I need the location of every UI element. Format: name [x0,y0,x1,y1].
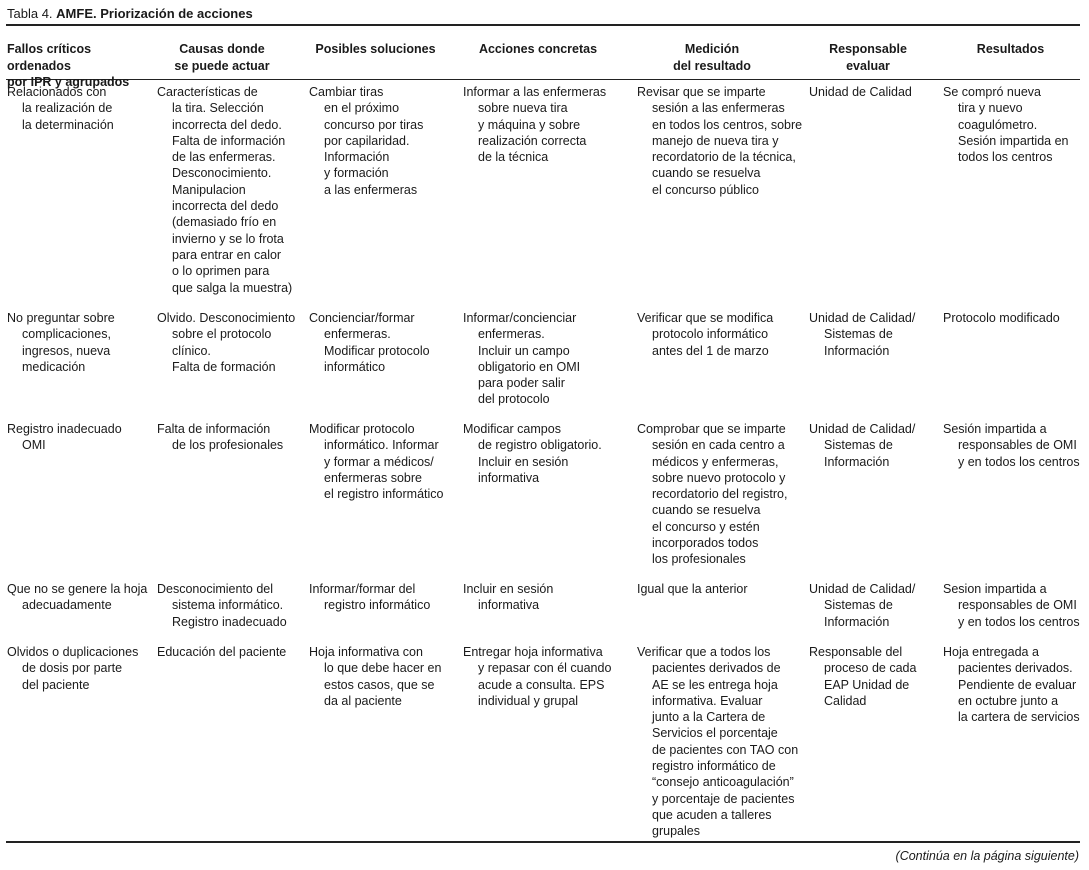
column-header [943,41,1078,58]
cell-line: recordatorio de la técnica, [652,150,796,165]
table-cell [637,84,802,198]
cell-line: Información [824,343,890,358]
cell-line: (demasiado frío en [172,215,277,230]
cell-line: Verificar que a todos los [637,645,771,659]
table-cell [157,581,287,630]
table-cell [157,644,286,660]
cell-line: en todos los centros, sobre [652,117,803,132]
table-cell [463,644,611,709]
cell-line: Hoja informativa con [309,645,423,659]
cell-line: Sesion impartida a [943,582,1047,596]
cell-line: incorrecta del dedo [172,199,279,214]
cell-line: incorporados todos [652,536,759,551]
cell-line: Que no se genere la hoja [7,582,148,596]
cell-line: sobre el protocolo [172,327,272,342]
cell-line: Servicios el porcentaje [652,726,778,741]
table-cell [809,421,915,470]
cell-line: obligatorio en OMI [478,359,581,374]
table-cell [943,644,1080,725]
table-cell [943,310,1060,326]
table-cell [943,421,1080,470]
cell-line: Hoja entregada a [943,645,1039,659]
cell-line: Igual que la anterior [637,582,748,596]
cell-line: Manipulacion [172,182,246,197]
table-cell [309,581,430,614]
table-cell [157,84,292,296]
cell-line: Relacionados con [7,85,107,99]
cell-line: individual y grupal [478,693,579,708]
cell-line: Informar/formar del [309,582,416,596]
table-number: Tabla 4. [7,6,53,21]
cell-line: Cambiar tiras [309,85,384,99]
cell-line: y en todos los centros [958,454,1080,469]
cell-line: enfermeras. [324,327,391,342]
cell-line: Concienciar/formar [309,311,415,325]
cell-line: Verificar que se modifica [637,311,774,325]
cell-line: informático. Informar [324,438,439,453]
cell-line: Desconocimiento del [157,582,274,596]
cell-line: y máquina y sobre [478,117,581,132]
cell-line: grupales [652,824,700,839]
column-header-line: Fallos críticos ordenados [7,42,92,73]
cell-line: en octubre junto a [958,693,1059,708]
cell-line: Revisar que se imparte [637,85,766,99]
cell-line: Informar/concienciar [463,311,577,325]
cell-line: registro informático de [652,759,776,774]
cell-line: sobre nueva tira [478,101,568,116]
cell-line: informático [324,359,386,374]
cell-line: antes del 1 de marzo [652,343,769,358]
cell-line: manejo de nueva tira y [652,133,779,148]
cell-line: lo que debe hacer en [324,661,442,676]
table-cell [637,581,748,597]
cell-line: concurso por tiras [324,117,424,132]
cell-line: el concurso y estén [652,519,760,534]
cell-line: Incluir un campo [478,343,570,358]
cell-line: Protocolo modificado [943,311,1060,325]
cell-line: sesión en cada centro a [652,438,785,453]
cell-line: ingresos, nueva [22,343,111,358]
cell-line: los profesionales [652,552,746,567]
cell-line: pacientes derivados. [958,661,1073,676]
table-cell [157,421,283,454]
cell-line: y en todos los centros [958,614,1080,629]
table-cell [309,84,423,198]
column-header-line: Posibles soluciones [315,42,436,56]
cell-line: junto a la Cartera de [652,710,766,725]
cell-line: para poder salir [478,376,565,391]
table-caption [7,6,253,22]
cell-line: pacientes derivados de [652,661,781,676]
table-title: AMFE. Priorización de acciones [56,6,253,21]
cell-line: Información [824,454,890,469]
cell-line: Falta de información [172,133,286,148]
column-header [309,41,442,58]
column-header-line: Causas donde [179,42,265,56]
cell-line: enfermeras. [478,327,545,342]
cell-line: la tira. Selección [172,101,264,116]
table-cell [309,310,430,375]
cell-line: Unidad de Calidad/ [809,582,916,596]
cell-line: cuando se resuelva [652,503,761,518]
cell-line: Modificar protocolo [324,343,430,358]
cell-line: Comprobar que se imparte [637,422,786,436]
cell-line: Entregar hoja informativa [463,645,603,659]
cell-line: Calidad [824,693,867,708]
cell-line: la realización de [22,101,113,116]
cell-line: informativa. Evaluar [652,693,763,708]
cell-line: enfermeras sobre [324,470,422,485]
cell-line: responsables de OMI [958,438,1077,453]
cell-line: Falta de formación [172,359,276,374]
table-cell [637,310,773,359]
table-cell [7,310,115,375]
table-cell [809,644,916,709]
cell-line: tira y nuevo [958,101,1023,116]
table-bottom-rule [6,841,1080,843]
cell-line: Unidad de Calidad/ [809,422,916,436]
column-header [463,41,613,58]
cell-line: que salga la muestra) [172,280,293,295]
cell-line: medicación [22,359,86,374]
cell-line: por capilaridad. [324,133,410,148]
cell-line: sesión a las enfermeras [652,101,785,116]
cell-line: Sesión impartida en [958,133,1069,148]
cell-line: y repasar con él cuando [478,661,612,676]
cell-line: el concurso público [652,182,760,197]
cell-line: la determinación [22,117,114,132]
cell-line: complicaciones, [22,327,111,342]
cell-line: de registro obligatorio. [478,438,602,453]
cell-line: y porcentaje de pacientes [652,791,795,806]
column-header [809,41,927,74]
cell-line: o lo oprimen para [172,264,270,279]
cell-line: sistema informático. [172,598,284,613]
cell-line: Incluir en sesión [463,582,554,596]
cell-line: de pacientes con TAO con [652,742,799,757]
cell-line: Sesión impartida a [943,422,1047,436]
table-cell [463,581,553,614]
cell-line: en el próximo [324,101,400,116]
header-rule [6,79,1080,80]
cell-line: Se compró nueva [943,85,1041,99]
cell-line: Registro inadecuado [7,422,122,436]
cell-line: Informar a las enfermeras [463,85,607,99]
cell-line: Pendiente de evaluar [958,677,1077,692]
cell-line: sobre nuevo protocolo y [652,470,786,485]
cell-line: Olvidos o duplicaciones [7,645,139,659]
cell-line: médicos y enfermeras, [652,454,779,469]
table-cell [463,421,602,486]
table-cell [637,644,798,840]
cell-line: adecuadamente [22,598,112,613]
cell-line: el registro informático [324,487,444,502]
cell-line: Educación del paciente [157,645,287,659]
cell-line: realización correcta [478,133,587,148]
table-cell [809,84,912,100]
cell-line: proceso de cada [824,661,917,676]
cell-line: da al paciente [324,693,402,708]
column-header [637,41,787,74]
cell-line: protocolo informático [652,327,769,342]
cell-line: informativa [478,598,540,613]
cell-line: del protocolo [478,392,550,407]
column-header-line: se puede actuar [174,58,270,73]
cell-line: Desconocimiento. [172,166,272,181]
cell-line: Unidad de Calidad [809,85,912,99]
column-header-line: del resultado [673,58,751,73]
table-cell [809,310,915,359]
cell-line: clínico. [172,343,211,358]
cell-line: de dosis por parte [22,661,123,676]
table-cell [309,421,444,502]
column-header-line: Resultados [976,42,1045,56]
cell-line: para entrar en calor [172,247,282,262]
column-header-line: Acciones concretas [478,42,598,56]
cell-line: y formar a médicos/ [324,454,434,469]
cell-line: OMI [22,438,46,453]
cell-line: acude a consulta. EPS [478,677,605,692]
cell-line: Responsable del [809,645,903,659]
cell-line: la cartera de servicios [958,710,1080,725]
cell-line: informativa [478,470,540,485]
table-cell [463,310,580,408]
table-cell [7,421,122,454]
cell-line: Olvido. Desconocimiento [157,311,296,325]
cell-line: que acuden a talleres [652,807,772,822]
column-header-line: Responsable evaluar [829,42,907,73]
cell-line: EAP Unidad de [824,677,910,692]
table-cell [7,644,138,693]
column-header-line: por IPR y agrupados [7,75,130,89]
table-cell [7,581,147,614]
cell-line: a las enfermeras [324,182,418,197]
cell-line: del paciente [22,677,90,692]
table-cell [943,84,1068,165]
cell-line: registro informático [324,598,431,613]
cell-line: Información [324,150,390,165]
cell-line: “consejo anticoagulación” [652,775,794,790]
cell-line: invierno y se lo frota [172,231,284,246]
cell-line: de las enfermeras. [172,150,276,165]
cell-line: Unidad de Calidad/ [809,311,916,325]
cell-line: recordatorio del registro, [652,487,788,502]
table-cell [463,84,606,165]
cell-line: responsables de OMI [958,598,1077,613]
cell-line: todos los centros [958,150,1053,165]
cell-line: Incluir en sesión [478,454,569,469]
table-cell [637,421,787,568]
cell-line: estos casos, que se [324,677,435,692]
continuation-note: (Continúa en la página siguiente) [895,849,1079,863]
table-top-rule [6,24,1080,26]
cell-line: coagulómetro. [958,117,1038,132]
cell-line: cuando se resuelva [652,166,761,181]
cell-line: Falta de información [157,422,271,436]
table-cell [943,581,1080,630]
cell-line: y formación [324,166,389,181]
table-cell [7,84,114,133]
cell-line: Sistemas de [824,438,893,453]
cell-line: Modificar campos [463,422,561,436]
cell-line: Sistemas de [824,598,893,613]
cell-line: de la técnica [478,150,549,165]
cell-line: incorrecta del dedo. [172,117,282,132]
cell-line: Modificar protocolo [309,422,415,436]
cell-line: Características de [157,85,258,99]
cell-line: No preguntar sobre [7,311,115,325]
cell-line: Registro inadecuado [172,614,287,629]
cell-line: AE se les entrega hoja [652,677,778,692]
column-header-line: Medición [684,42,740,56]
cell-line: de los profesionales [172,438,284,453]
cell-line: Sistemas de [824,327,893,342]
table-cell [157,310,295,375]
cell-line: Información [824,614,890,629]
table-cell [309,644,441,709]
table-cell [809,581,915,630]
column-header [157,41,287,74]
